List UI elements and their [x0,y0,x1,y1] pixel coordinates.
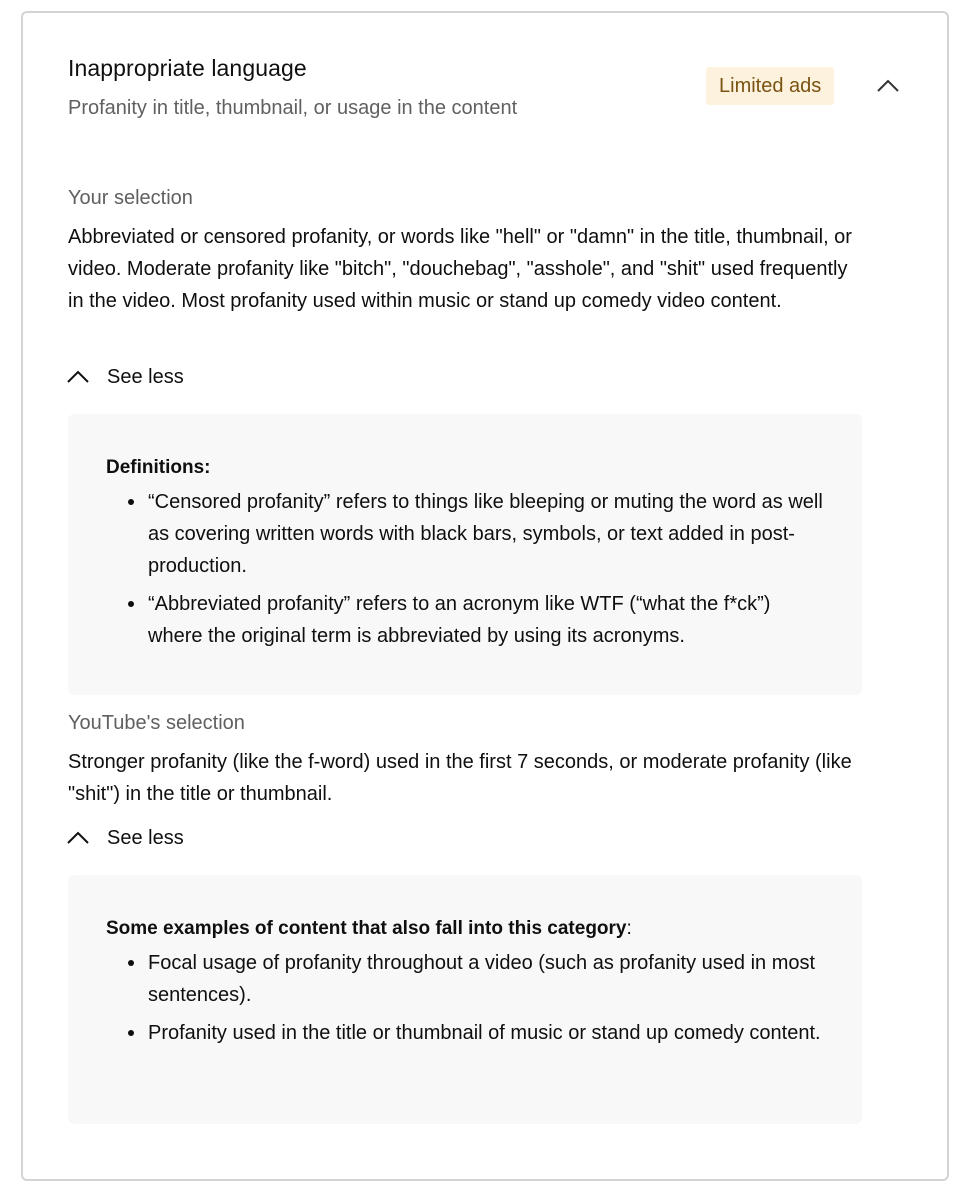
bullet-icon [128,499,134,505]
chevron-up-icon [65,364,91,390]
definitions-panel [68,414,862,695]
collapse-card-button[interactable] [873,71,903,101]
chevron-up-icon [65,825,91,851]
examples-heading: Some examples of content that also fall into this category: [106,918,632,939]
bullet-icon [128,1030,134,1036]
examples-panel [68,875,862,1124]
your-selection-see-less-button[interactable] [65,362,184,392]
policy-card [21,11,949,1181]
see-less-label: See less [107,365,184,388]
your-selection-label: Your selection [68,187,193,209]
examples-list [106,947,824,1049]
your-selection-text: Abbreviated or censored profanity, or words like "hell" or "damn" in the title, thumbnail, or video. Moderate profanity like "bitch", "douchebag", "asshole", and "shit" used frequently in the video. Most profanity used within music or stand up comedy video content. [68,226,852,312]
card-title: Inappropriate language [68,55,307,81]
definitions-list [106,486,824,652]
list-item: “Abbreviated profanity” refers to an acronym like WTF (“what the f*ck”) where the original term is abbreviated by using its acronyms. [148,588,824,652]
bullet-icon [128,960,134,966]
youtube-selection-label: YouTube's selection [68,712,245,734]
limited-ads-badge: Limited ads [706,67,834,105]
bullet-icon [128,601,134,607]
list-item: Focal usage of profanity throughout a video (such as profanity used in most sentences). [148,947,824,1011]
youtube-selection-text: Stronger profanity (like the f-word) used in the first 7 seconds, or moderate profanity (like "shit") in the title or thumbnail. [68,751,852,805]
list-item: Profanity used in the title or thumbnail of music or stand up comedy content. [148,1017,824,1049]
definitions-heading: Definitions: [106,457,211,478]
list-item: “Censored profanity” refers to things like bleeping or muting the word as well as covering written words with black bars, symbols, or text added in post-production. [148,486,824,582]
card-subtitle: Profanity in title, thumbnail, or usage in the content [68,97,518,119]
chevron-up-icon [873,71,903,101]
see-less-label: See less [107,826,184,849]
youtube-selection-see-less-button[interactable] [65,823,184,853]
